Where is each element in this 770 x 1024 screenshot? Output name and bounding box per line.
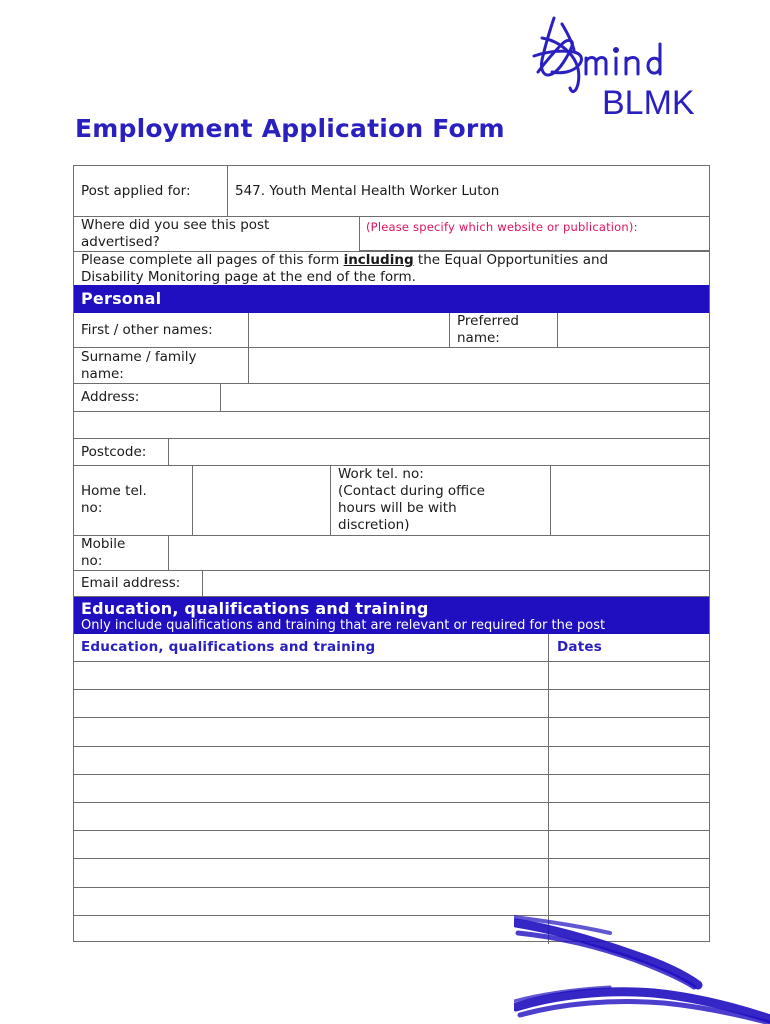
education-entry-field[interactable]: [74, 718, 548, 745]
advertised-row: [74, 217, 709, 251]
home-tel-field[interactable]: [192, 466, 330, 535]
education-row: [74, 690, 709, 718]
mind-blmk-logo: [528, 12, 724, 122]
application-form: [73, 165, 710, 942]
address-line-2-row[interactable]: [74, 412, 709, 439]
instructions-before: Please complete all pages of this form: [81, 252, 344, 268]
education-row: [74, 662, 709, 690]
postcode-field[interactable]: [168, 439, 709, 465]
mind-logo-mark: [528, 12, 724, 122]
postcode-label: Postcode:: [81, 444, 147, 460]
instructions-after: the Equal Opportunities and Disability Monitoring page at the end of the form.: [81, 252, 609, 285]
first-names-label: First / other names:: [81, 322, 213, 338]
education-entry-field[interactable]: [74, 859, 548, 886]
advertised-label: Where did you see this post advertised?: [81, 217, 270, 250]
first-names-field[interactable]: [248, 313, 449, 347]
education-column-main: Education, qualifications and training: [81, 639, 376, 655]
first-names-row: [74, 313, 709, 348]
education-dates-field[interactable]: [548, 803, 709, 830]
instructions-text: [81, 252, 706, 286]
address-label: Address:: [81, 389, 140, 405]
email-row: [74, 571, 709, 597]
education-dates-field[interactable]: [548, 690, 709, 717]
education-column-headers: [74, 634, 709, 662]
decorative-scribble: [514, 915, 770, 1024]
home-tel-label: Home tel. no:: [81, 483, 147, 516]
preferred-name-label-cell: [449, 313, 557, 347]
education-dates-field[interactable]: [548, 775, 709, 802]
education-section-header: [74, 597, 709, 634]
preferred-name-field[interactable]: [557, 313, 709, 347]
work-tel-label-cell: [330, 466, 550, 535]
preferred-name-label: Preferred name:: [457, 313, 519, 346]
education-entry-field[interactable]: [74, 803, 548, 830]
post-row: [74, 166, 709, 217]
education-row: [74, 803, 709, 831]
surname-field[interactable]: [248, 348, 709, 383]
education-entry-field[interactable]: [74, 775, 548, 802]
address-field-line-1[interactable]: [220, 384, 709, 411]
education-subheading: Only include qualifications and training that are relevant or required for the post: [81, 618, 606, 633]
education-dates-field[interactable]: [548, 747, 709, 774]
education-dates-field[interactable]: [548, 718, 709, 745]
education-row: [74, 831, 709, 859]
education-heading: Education, qualifications and training: [81, 599, 429, 618]
education-row: [74, 775, 709, 803]
email-label: Email address:: [81, 575, 181, 591]
education-row: [74, 888, 709, 916]
education-dates-field[interactable]: [548, 859, 709, 886]
personal-section-header: [74, 285, 709, 313]
education-column-dates: Dates: [557, 639, 602, 655]
education-entry-field[interactable]: [74, 662, 548, 689]
email-field[interactable]: [202, 571, 709, 596]
instructions-row: [74, 251, 709, 285]
advertised-field[interactable]: [359, 217, 709, 251]
dates-header-cell: [548, 634, 709, 661]
post-value: 547. Youth Mental Health Worker Luton: [235, 183, 500, 199]
education-entry-field[interactable]: [74, 916, 548, 944]
address-row: [74, 384, 709, 412]
surname-label: Surname / family name:: [81, 349, 197, 382]
surname-row: [74, 348, 709, 384]
work-tel-field[interactable]: [550, 466, 709, 535]
scribble-graphic: [514, 915, 770, 1024]
logo-region: BLMK: [602, 84, 695, 122]
work-tel-label: Work tel. no: (Contact during office hours will be with discretion): [338, 466, 485, 533]
page-title: Employment Application Form: [75, 114, 505, 143]
instructions-emphasis: including: [343, 252, 414, 268]
education-dates-field[interactable]: [548, 831, 709, 858]
education-entry-field[interactable]: [74, 690, 548, 717]
postcode-row: [74, 439, 709, 466]
education-row: [74, 718, 709, 746]
mobile-row: [74, 536, 709, 571]
mobile-label: Mobile no:: [81, 536, 126, 569]
education-entry-field[interactable]: [74, 831, 548, 858]
education-dates-field[interactable]: [548, 662, 709, 689]
advertised-hint: (Please specify which website or publication):: [366, 220, 638, 234]
education-row: [74, 747, 709, 775]
post-field[interactable]: [227, 166, 709, 216]
education-dates-field[interactable]: [548, 888, 709, 915]
personal-heading: Personal: [81, 289, 162, 308]
post-label: Post applied for:: [81, 183, 191, 199]
education-entry-field[interactable]: [74, 888, 548, 915]
telephone-row: [74, 466, 709, 536]
education-row: [74, 859, 709, 887]
mobile-field[interactable]: [168, 536, 709, 570]
education-entry-field[interactable]: [74, 747, 548, 774]
